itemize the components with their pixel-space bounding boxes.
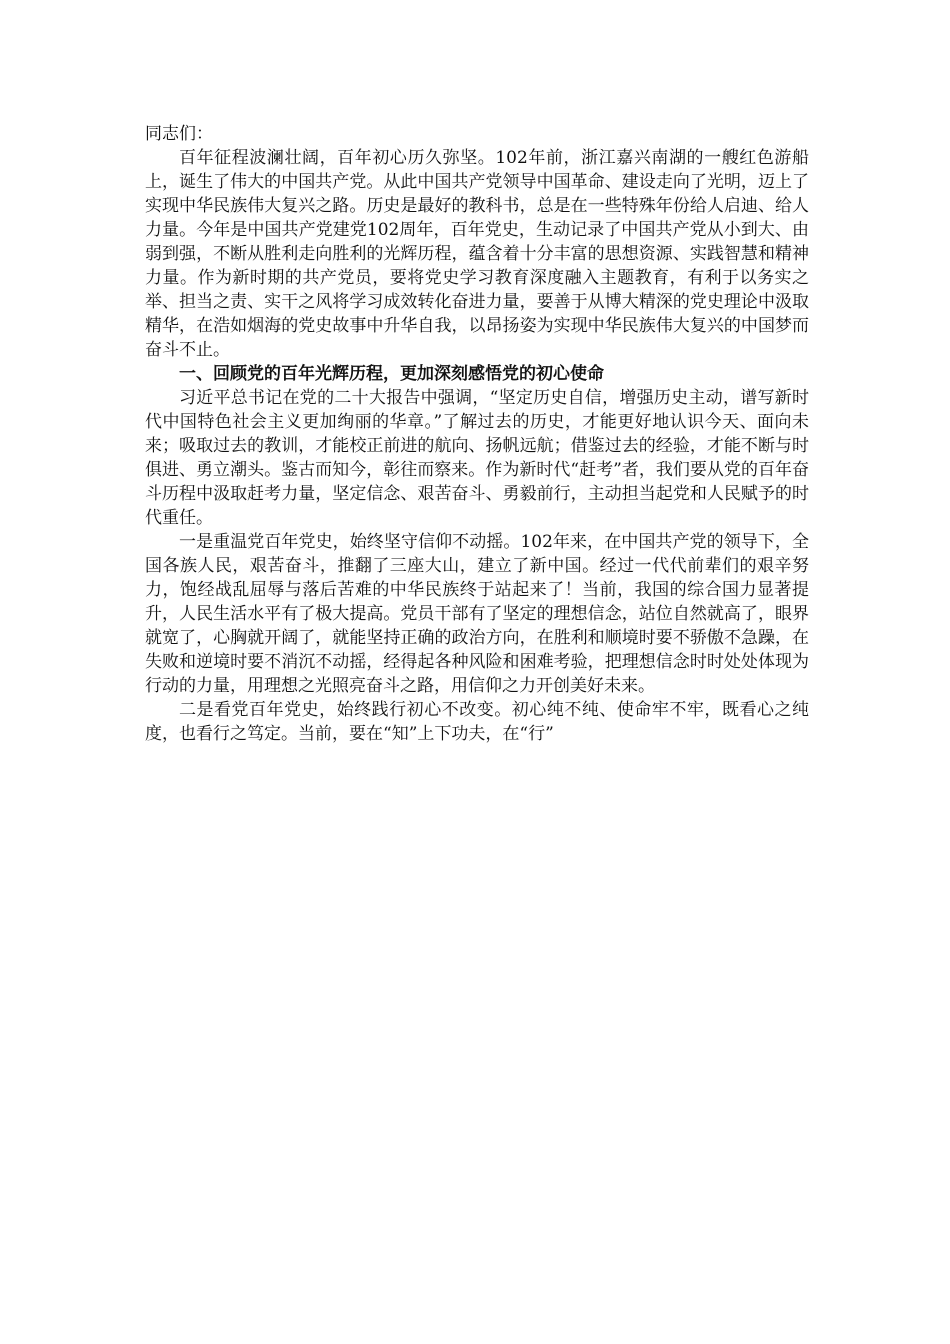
section-paragraph: 二是看党百年党史，始终践行初心不改变。初心纯不纯、使命牢不牢，既看心之纯度，也看行之笃定。当前，要在“知”上下功夫，在“行” bbox=[145, 700, 809, 744]
document-body bbox=[145, 122, 809, 746]
section-paragraph: 一是重温党百年党史，始终坚守信仰不动摇。102年来，在中国共产党的领导下，全国各族人民，艰苦奋斗，推翻了三座大山，建立了新中国。经过一代代前辈们的艰辛努力，饱经战乱屈辱与落后苦难的中华民族终于站起来了！当前，我国的综合国力显著提升，人民生活水平有了极大提高。党员干部有了坚定的理想信念，站位自然就高了，眼界就宽了，心胸就开阔了，就能坚持正确的政治方向，在胜利和顺境时要不骄傲不急躁，在失败和逆境时要不消沉不动摇，经得起各种风险和困难考验，把理想信念时时处处体现为行动的力量，用理想之光照亮奋斗之路，用信仰之力开创美好未来。 bbox=[145, 532, 809, 696]
section-heading: 一、回顾党的百年光辉历程，更加深刻感悟党的初心使命 bbox=[179, 364, 604, 384]
salutation: 同志们： bbox=[145, 124, 213, 144]
intro-paragraph: 百年征程波澜壮阔，百年初心历久弥坚。102年前，浙江嘉兴南湖的一艘红色游船上，诞生了伟大的中国共产党。从此中国共产党领导中国革命、建设走向了光明，迈上了实现中华民族伟大复兴之路。历史是最好的教科书，总是在一些特殊年份给人启迪、给人力量。今年是中国共产党建党102周年，百年党史，生动记录了中国共产党从小到大、由弱到强，不断从胜利走向胜利的光辉历程，蕴含着十分丰富的思想资源、实践智慧和精神力量。作为新时期的共产党员，要将党史学习教育深度融入主题教育，有利于以务实之举、担当之责、实干之风将学习成效转化奋进力量，要善于从博大精深的党史理论中汲取精华，在浩如烟海的党史故事中升华自我，以昂扬姿为实现中华民族伟大复兴的中国梦而奋斗不止。 bbox=[145, 148, 809, 360]
section-paragraph: 习近平总书记在党的二十大报告中强调，“坚定历史自信，增强历史主动，谱写新时代中国特色社会主义更加绚丽的华章。”了解过去的历史，才能更好地认识今天、面向未来；吸取过去的教训，才能校正前进的航向、扬帆远航；借鉴过去的经验，才能不断与时俱进、勇立潮头。鉴古而知今，彰往而察来。作为新时代“赶考”者，我们要从党的百年奋斗历程中汲取赶考力量，坚定信念、艰苦奋斗、勇毅前行，主动担当起党和人民赋予的时代重任。 bbox=[145, 388, 809, 528]
